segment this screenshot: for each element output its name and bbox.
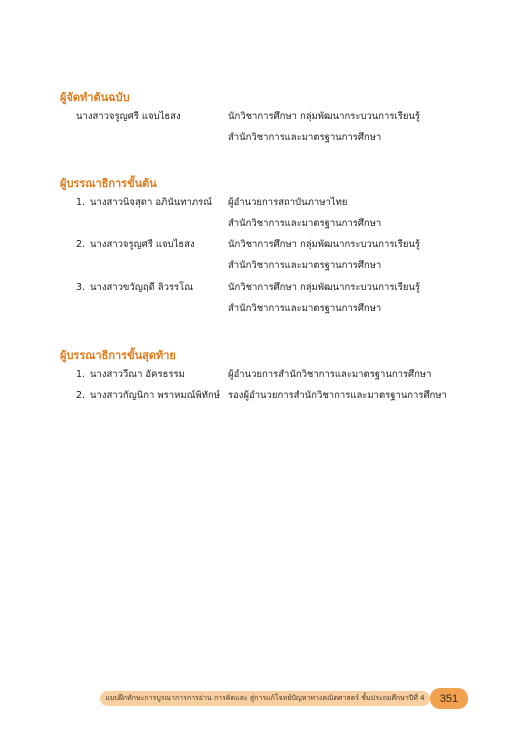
author-name: นางสาวจรูญศรี แจบไธสง	[76, 111, 181, 122]
editor-role: สำนักวิชาการและมาตรฐานการศึกษา	[228, 218, 382, 229]
editor-number: 3.	[76, 282, 86, 293]
section-title-final-editors: ผู้บรรณาธิการขั้นสุดท้าย	[60, 349, 176, 362]
page-number: 351	[430, 688, 468, 709]
editor-name: นางสาวนิจสุดา อภินันทาภรณ์	[90, 197, 213, 208]
editor-role: ผู้อำนวยการสำนักวิชาการและมาตรฐานการศึกษา	[228, 369, 432, 380]
editor-role: นักวิชาการศึกษา กลุ่มพัฒนากระบวนการเรียนรู้	[228, 239, 420, 250]
editor-role: สำนักวิชาการและมาตรฐานการศึกษา	[228, 303, 382, 314]
page-footer	[100, 688, 469, 709]
editor-number: 1.	[76, 369, 86, 380]
editor-role: นักวิชาการศึกษา กลุ่มพัฒนากระบวนการเรียนรู้	[228, 282, 420, 293]
editor-role: สำนักวิชาการและมาตรฐานการศึกษา	[228, 260, 382, 271]
editor-name: นางสาวขวัญฤดี ลิวรรโณ	[90, 282, 194, 293]
editor-name: นางสาวจรูญศรี แจบไธสง	[90, 239, 195, 250]
editor-number: 2.	[76, 239, 86, 250]
editor-role: ผู้อำนวยการสถาบันภาษาไทย	[228, 197, 348, 208]
footer-title: แบบฝึกทักษะการบูรณาการการอ่าน การคิดและ สู่การแก้โจทย์ปัญหาทางคณิตศาสตร์ ชั้นประถมศึกษาปีที่ 4	[105, 694, 425, 702]
editor-number: 2.	[76, 390, 86, 401]
editor-name: นางสาวกัญนิกา พราหมณ์พิทักษ์	[90, 390, 220, 401]
section-title-authors: ผู้จัดทำต้นฉบับ	[60, 91, 130, 104]
footer-bar	[100, 691, 430, 706]
editor-name: นางสาววีณา อัครธรรม	[90, 369, 185, 380]
editor-role: รองผู้อำนวยการสำนักวิชาการและมาตรฐานการศึกษา	[228, 390, 447, 401]
author-role: สำนักวิชาการและมาตรฐานการศึกษา	[228, 132, 382, 143]
author-role: นักวิชาการศึกษา กลุ่มพัฒนากระบวนการเรียนรู้	[228, 111, 420, 122]
section-title-initial-editors: ผู้บรรณาธิการขั้นต้น	[60, 177, 157, 190]
editor-number: 1.	[76, 197, 86, 208]
